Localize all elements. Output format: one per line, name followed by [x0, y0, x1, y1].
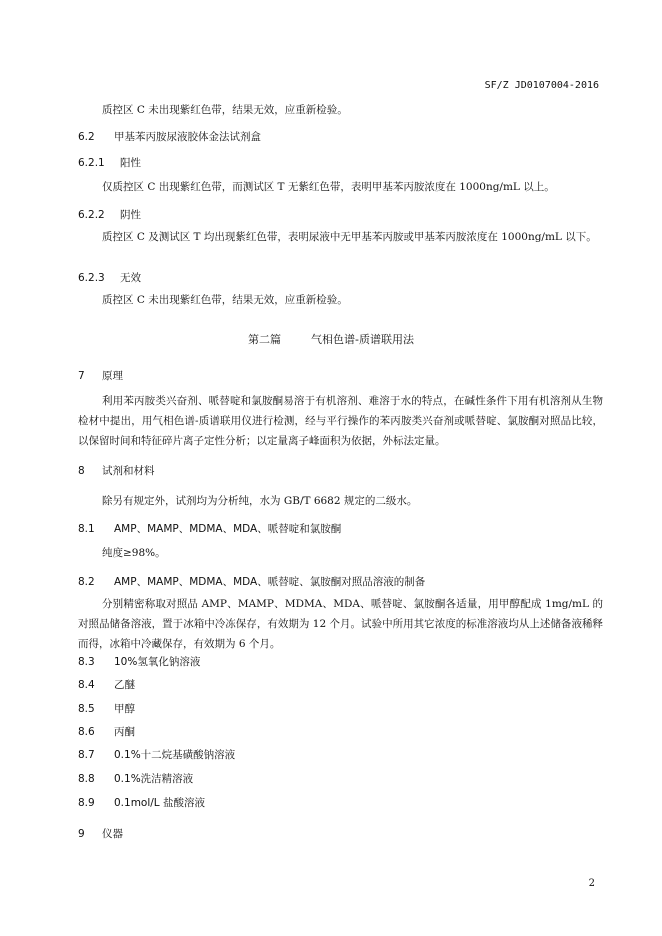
heading-6-2-2: [78, 207, 141, 222]
paragraph-purity: 纯度≥98%。: [102, 547, 166, 559]
section-number: 8.7: [78, 749, 95, 761]
heading-8-3: [78, 654, 200, 669]
section-title: 仪器: [102, 828, 123, 840]
paragraph-invalid-top: 质控区 C 未出现紫红色带，结果无效，应重新检验。: [102, 104, 348, 116]
section-title: 乙醚: [114, 679, 135, 691]
section-title: AMP、MAMP、MDMA、MDA、哌替啶和氯胺酮: [114, 523, 342, 535]
heading-8-6: [78, 724, 135, 739]
section-title: 0.1mol/L 盐酸溶液: [114, 797, 205, 809]
heading-8-9: [78, 795, 205, 810]
section-title: 0.1%十二烷基磺酸钠溶液: [114, 749, 236, 761]
paragraph-negative: 质控区 C 及测试区 T 均出现紫红色带，表明尿液中无甲基苯丙胺或甲基苯丙胺浓度在 1000ng/mL 以下。: [102, 231, 597, 243]
section-number: 8.6: [78, 726, 95, 738]
section-number: 8.1: [78, 523, 95, 535]
section-title: 试剂和材料: [102, 465, 155, 477]
page-number: 2: [588, 878, 595, 889]
heading-9: [78, 826, 123, 841]
section-number: 8.3: [78, 656, 95, 668]
heading-8-1: [78, 521, 341, 536]
section-number: 6.2: [78, 131, 95, 143]
paragraph-positive: 仅质控区 C 出现紫红色带，而测试区 T 无紫红色带，表明甲基苯丙胺浓度在 1000ng/mL 以上。: [102, 181, 555, 193]
section-title: AMP、MAMP、MDMA、MDA、哌替啶、氯胺酮对照品溶液的制备: [114, 576, 426, 588]
section-number: 8.5: [78, 703, 95, 715]
heading-6-2-3: [78, 270, 141, 285]
section-number: 8: [78, 465, 85, 477]
heading-8-8: [78, 771, 193, 786]
section-title: 10%氢氧化钠溶液: [114, 656, 201, 668]
section-number: 8.9: [78, 797, 95, 809]
heading-8-2: [78, 574, 425, 589]
paragraph-principle: 利用苯丙胺类兴奋剂、哌替啶和氯胺酮易溶于有机溶剂、难溶于水的特点，在碱性条件下用有机溶剂从生物检材中提出，用气相色谱-质谱联用仪进行检测，经与平行操作的苯丙胺类兴奋剂或哌替啶、氯胺酮对照品比较，以保留时间和特征碎片离子定性分析；以定量离子峰面积为依据，外标法定量。: [78, 395, 603, 447]
part-label: 第二篇: [248, 333, 282, 346]
heading-6-2: [78, 129, 261, 144]
heading-8: [78, 463, 155, 478]
heading-8-5: [78, 701, 135, 716]
section-number: 8.2: [78, 576, 95, 588]
section-title: 阴性: [120, 209, 141, 221]
section-number: 8.4: [78, 679, 95, 691]
section-number: 9: [78, 828, 85, 840]
section-title: 阳性: [120, 157, 141, 169]
section-number: 6.2.3: [78, 272, 105, 284]
section-title: 丙酮: [114, 726, 135, 738]
heading-6-2-1: [78, 155, 141, 170]
section-title: 原理: [102, 370, 123, 382]
doc-code-header: SF/Z JD0107004-2016: [484, 80, 599, 91]
section-title: 甲醇: [114, 703, 135, 715]
section-title: 无效: [120, 272, 141, 284]
part-heading: [0, 331, 662, 347]
part-title: 气相色谱-质谱联用法: [311, 333, 414, 346]
paragraph-preparation: 分别精密称取对照品 AMP、MAMP、MDMA、MDA、哌替啶、氯胺酮各适量，用甲醇配成 1mg/mL 的对照品储备溶液，置于冰箱中冷冻保存，有效期为 12 个月。试验中所用其它浓度的标准溶液均从上述储备液稀释而得，冰箱中冷藏保存，有效期为 6 个月。: [78, 598, 603, 650]
heading-7: [78, 368, 123, 383]
section-title: 甲基苯丙胺尿液胶体金法试剂盒: [114, 131, 261, 143]
section-number: 6.2.1: [78, 157, 105, 169]
paragraph-invalid: 质控区 C 未出现紫红色带，结果无效，应重新检验。: [102, 294, 348, 306]
section-number: 7: [78, 370, 85, 382]
section-title: 0.1%洗洁精溶液: [114, 773, 194, 785]
paragraph-reagents: 除另有规定外，试剂均为分析纯，水为 GB/T 6682 规定的二级水。: [102, 495, 418, 507]
section-number: 8.8: [78, 773, 95, 785]
heading-8-4: [78, 677, 135, 692]
heading-8-7: [78, 747, 235, 762]
section-number: 6.2.2: [78, 209, 105, 221]
